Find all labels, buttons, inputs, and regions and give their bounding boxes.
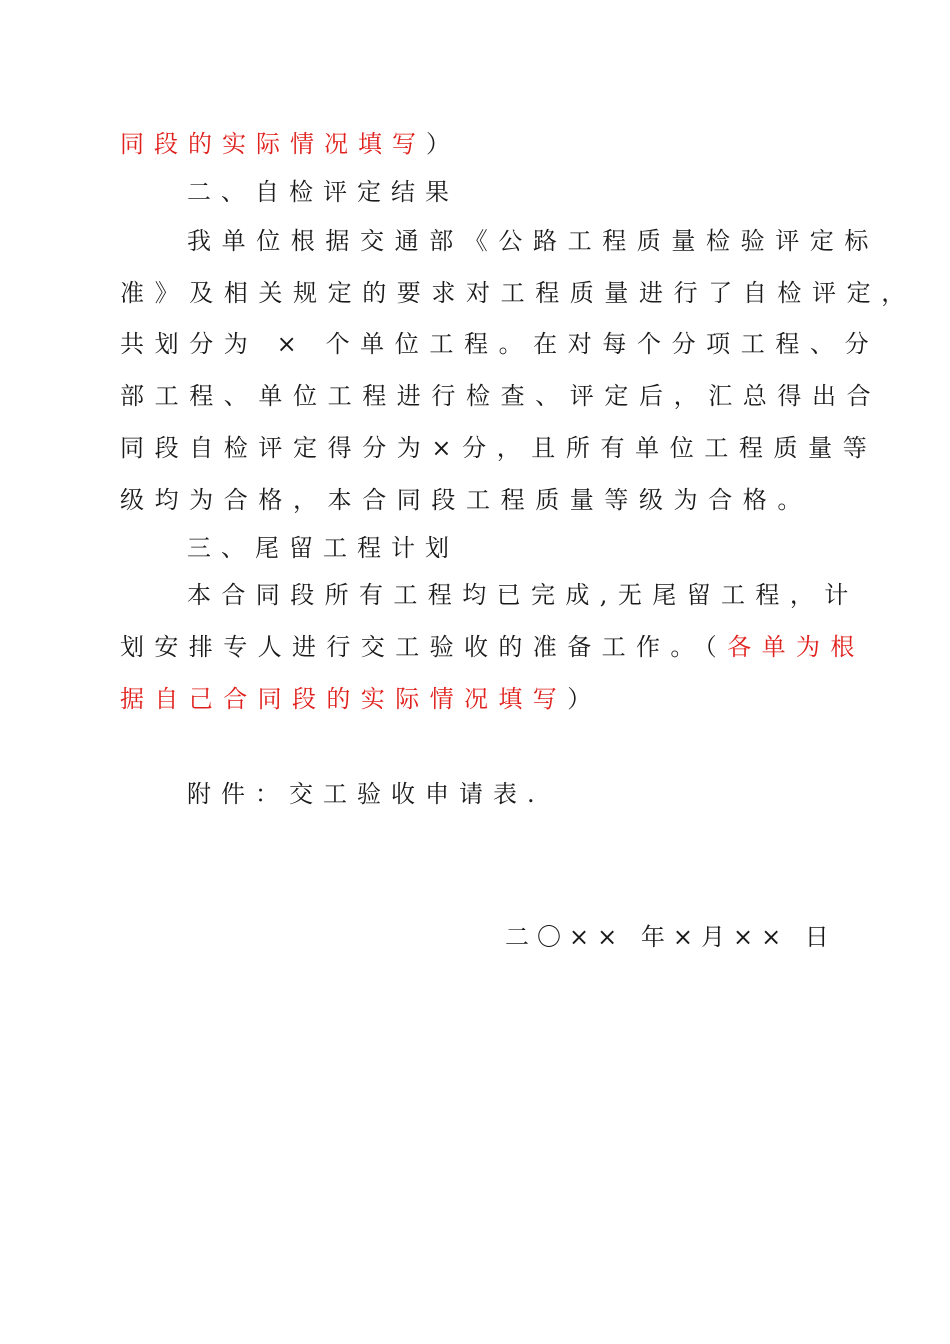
instruction-note: 同段的实际情况填写 bbox=[120, 130, 426, 158]
date-line: 二〇×× 年×月×× 日 bbox=[505, 923, 837, 951]
paragraph-line: 部工程、单位工程进行检查、评定后，汇总得出合 bbox=[120, 382, 882, 410]
instruction-note: 各单为根 bbox=[727, 633, 865, 661]
paragraph-line: 共划分为 × 个单位工程。在对每个分项工程、分 bbox=[120, 330, 880, 358]
paragraph-line: 同段自检评定得分为×分，且所有单位工程质量等 bbox=[120, 434, 878, 462]
paragraph-line: 我单位根据交通部《公路工程质量检验评定标 bbox=[187, 227, 879, 255]
closing-paren: ） bbox=[426, 130, 460, 158]
paragraph-text: 划安排专人进行交工验收的准备工作。（ bbox=[120, 633, 728, 661]
instruction-note: 据自己合同段的实际情况填写 bbox=[120, 685, 568, 713]
continuation-line bbox=[120, 129, 460, 159]
attachment-line: 附件：交工验收申请表. bbox=[187, 780, 545, 808]
paragraph-line: 本合同段所有工程均已完成,无尾留工程，计 bbox=[187, 581, 859, 609]
section2-heading: 二、自检评定结果 bbox=[187, 178, 459, 206]
paragraph-line: 准》及相关规定的要求对工程质量进行了自检评定， bbox=[120, 279, 916, 307]
paragraph-line bbox=[120, 632, 865, 662]
section3-heading: 三、尾留工程计划 bbox=[187, 534, 459, 562]
paragraph-line: 级均为合格，本合同段工程质量等级为合格。 bbox=[120, 486, 812, 514]
closing-paren: ） bbox=[567, 685, 602, 713]
paragraph-line bbox=[120, 684, 602, 714]
